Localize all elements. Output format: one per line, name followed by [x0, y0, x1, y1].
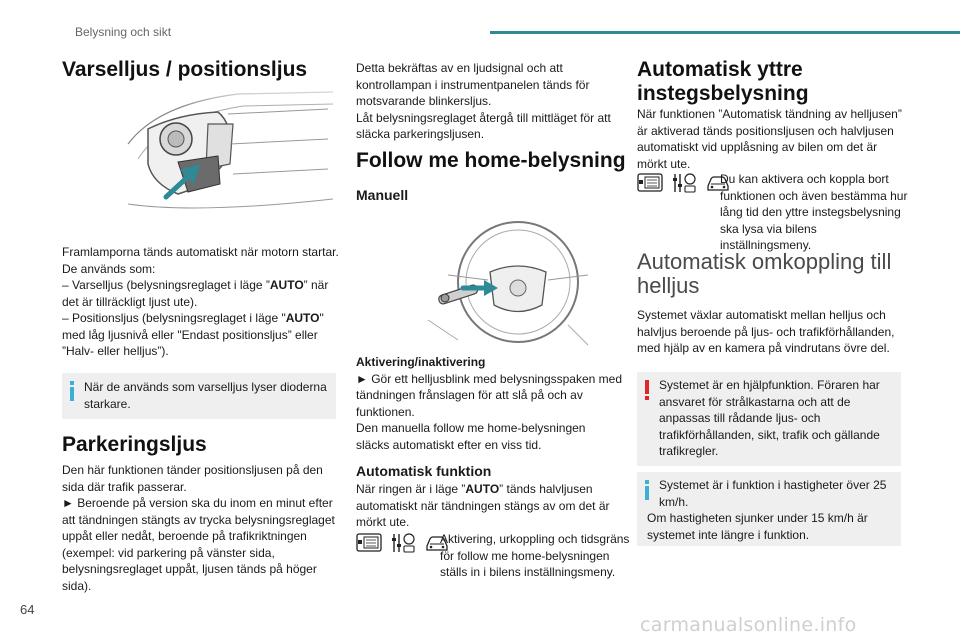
- steering-wheel-illustration: [418, 210, 598, 350]
- screen-menu-icon: [637, 172, 663, 194]
- col2-intro-text: [356, 60, 620, 143]
- title-instegsbelysning: Automatisk yttre instegsbelysning: [637, 58, 809, 105]
- info-icon: [70, 381, 74, 401]
- vehicle-settings-icon: [671, 172, 697, 194]
- col3-text-1: När funktionen ”Automatisk tändning av helljusen” är aktiverad tänds positionsljusen och halvljusen automatiskt vid upplåsning av bilen om det är mörkt ute.: [637, 107, 902, 171]
- para-bekraftas: Detta bekräftas av en ljudsignal och att kontrollampan i instrumentpanelen tänds för motsvarande blinkersljus.: [356, 61, 590, 108]
- settings-icons-col3: [637, 172, 731, 194]
- para-mittlaget: Låt belysningsreglaget återgå till mittläget för att släcka parkeringsljusen.: [356, 110, 611, 141]
- headlight-illustration: [118, 84, 338, 234]
- watermark: carmanualsonline.info: [640, 614, 857, 636]
- title-parkeringsljus: Parkeringsljus: [62, 433, 207, 456]
- info-box-hastighet: Systemet är i funktion i hastigheter över 25 km/h. Om hastigheten sjunker under 15 km/h är systemet inte längre i funktion.: [637, 472, 901, 546]
- settings-icons-col2: [356, 532, 450, 554]
- col3-text-3: Systemet växlar automatiskt mellan helljus och halvljus beroende på ljus- och trafikförhållanden, med hjälp av en kamera på vindrutans övre del.: [637, 308, 895, 355]
- info-box-dioder: När de används som varselljus lyser dioderna starkare.: [62, 373, 336, 419]
- para-startar: Framlamporna tänds automatiskt när motorn startar.: [62, 245, 339, 259]
- col1-parking-text: [62, 462, 344, 594]
- col2-settings-text: Aktivering, urkoppling och tidsgräns för follow me home-belysningen ställs in i bilens inställningsmeny.: [440, 532, 630, 579]
- title-varselljus: Varselljus / positionsljus: [62, 58, 308, 81]
- subtitle-automatisk-funktion: Automatisk funktion: [356, 463, 492, 479]
- title-follow-me-home: Follow me home-belysning: [356, 149, 626, 172]
- info-icon: [645, 480, 649, 500]
- page-number: 64: [20, 602, 35, 617]
- para-beroende: ► Beroende på version ska du inom en minut efter att tändningen stängts av trycka belysningsreglaget uppåt eller nedåt, beroende på trafikriktningen (exempel: vid parkering på vänster sida, belysningsreglaget uppåt, ljusen tänds på höger sida).: [62, 496, 335, 593]
- vehicle-settings-icon: [390, 532, 416, 554]
- warning-icon: [645, 380, 649, 400]
- item-varselljus: – Varselljus (belysningsreglaget i läge ”AUTO” när det är tillräckligt ljust ute).: [62, 278, 329, 309]
- item-positionsljus: – Positionsljus (belysningsreglaget i läge "AUTO" med låg ljusnivå eller "Endast positionsljus” eller ”Halv- eller helljus”).: [62, 311, 324, 358]
- col1-text-block: [62, 244, 342, 360]
- para-passerar: Den här funktionen tänder positionsljusen på den sida där trafik passerar.: [62, 463, 323, 494]
- col3-text-2: Du kan aktivera och koppla bort funktionen och även bestämma hur lång tid den yttre instegsbelysning ska lysa via bilens inställningsmeny.: [720, 172, 908, 252]
- para-anvands: De används som:: [62, 261, 156, 276]
- para-helljusblink: ► Gör ett helljusblink med belysningsspaken med tändningen frånslagen för att slå på och av funktionen.: [356, 371, 623, 419]
- section-header: Belysning och sikt: [75, 25, 172, 39]
- label-aktivering: Aktivering/inaktivering: [356, 355, 486, 369]
- para-slacks: Den manuella follow me home-belysningen släcks automatiskt efter en viss tid.: [356, 421, 586, 452]
- screen-menu-icon: [356, 532, 382, 554]
- col2-auto-text: När ringen är i läge ”AUTO” tänds halvljusen automatiskt när tändningen stängs av om det är mörkt ute.: [356, 482, 610, 529]
- title-helljus: Automatisk omkoppling till helljus: [637, 249, 892, 298]
- warning-box: Systemet är en hjälpfunktion. Föraren har ansvaret för strålkastarna och att de anpassas till rådande ljus- och trafikförhållanden, sikt, trafik och gällande trafikregler.: [637, 372, 901, 466]
- header-accent-bar: [490, 31, 960, 34]
- col2-manual-text: [356, 354, 622, 453]
- subtitle-manuell: Manuell: [356, 187, 409, 203]
